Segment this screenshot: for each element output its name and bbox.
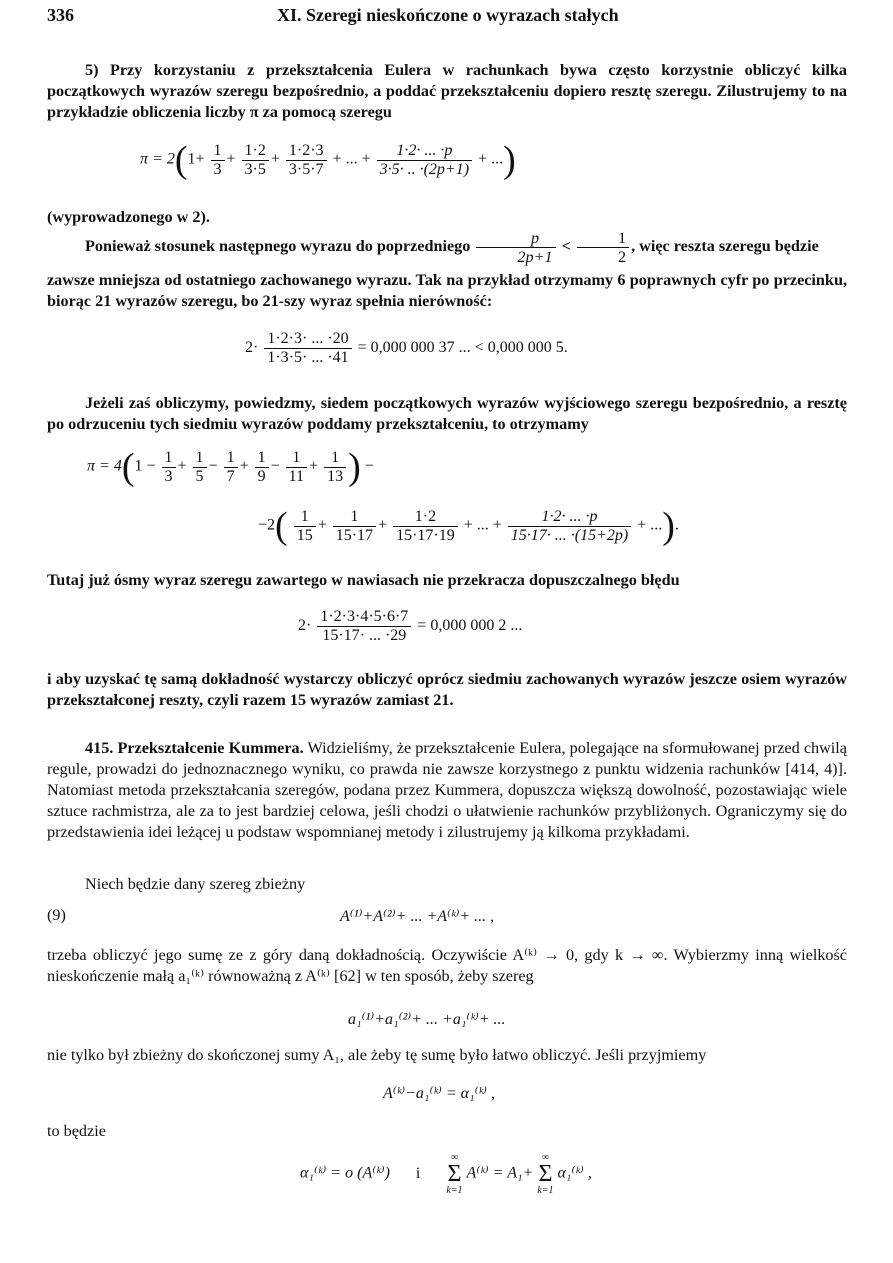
fraction: $\frac{1\cdot 2\cdot 3}{3\cdot 5\cdot 7}$ [286,142,327,179]
paragraph-then: to będzie [47,1122,106,1140]
sum-symbol: ∞ Σ k=1 [537,1152,554,1196]
fraction: $\frac{1\cdot 2}{3\cdot 5}$ [242,142,269,179]
paragraph-euler-intro: 5) Przy korzystaniu z przekształcenia Eulera w rachunkach bywa często korzystnie obliczyć kilka początkowych wyrazów szeregu bezpośrednio, a poddać przekształceniu dopiero resztę szeregu. Zilustrujemy to na przykładzie obliczenia liczby π za pomocą szeregu [47,61,847,121]
equation-transformed-rest: −2( $\frac{1}{15}$ + $\frac{1}{15\cdot 17}$ + $\frac{1\cdot 2}{15\cdot 17\cdot 19}$ + ... + $\frac{1\cdot 2\cdot ... \cdot p}{15\cdot 17\cdot ... \cdot(15+2p)}$ + ...). [258,505,679,547]
equation-21st-term: 2· $\frac{1\cdot 2\cdot 3\cdot ... \cdot 20}{1\cdot 3\cdot 5\cdot ... \cdot 41}$ = 0,000 000 37 ... < 0,000 000 5. [245,330,568,366]
section-heading: 415. Przekształcenie Kummera. [85,739,304,757]
equation-final: α₁⁽ᵏ⁾ = o (A⁽ᵏ⁾) i ∞ Σ k=1 A⁽ᵏ⁾ = A₁+ ∞ Σ k=1 α₁⁽ᵏ⁾ , [300,1152,592,1196]
eq-lhs: π = 2 [140,150,175,168]
equation-eighth-term: 2· $\frac{1\cdot 2\cdot 3\cdot 4\cdot 5\cdot 6\cdot 7}{15\cdot 17\cdot ... \cdot 29}$ = 0,000 000 2 ... [298,608,523,644]
paragraph-ratio: Ponieważ stosunek następnego wyrazu do poprzedniego $\frac{p}{2p+1}$ < $\frac{1}{2}$ , więc reszta szeregu będzie [85,229,819,266]
page-number: 336 [47,5,74,25]
eq-term: 1+ [187,150,205,168]
sum-symbol: ∞ Σ k=1 [446,1152,463,1196]
eq-ellipsis: + ... + [332,150,371,168]
eq-tail: + ... [478,150,504,168]
section-kummer: 415. Przekształcenie Kummera. Widzieliśmy, że przekształcenie Eulera, polegające na sformułowanej przed chwilą regule, prowadzi do jednoznacznego wyniku, co prawda nie zawsze korzystnego z punktu widzenia rachunków [414, 4)]. Natomiast metoda przekształcania szeregów, podana przez Kummera, dopuszcza większą dowolność, pozostawiając wiele sztuce rachmistrza, ale za to jest bardziej celowa, jeśli chodzi o ułatwienie rachunków przybliżonych. Ograniczymy się do przedstawienia idei leżącej u podstaw wspomnianej metody i zilustrujemy ją kilkoma przykładami. [47,739,847,841]
paragraph-accuracy: i aby uzyskać tę samą dokładność wystarczy obliczyć oprócz siedmiu zachowanych wyrazów jeszcze osiem wyrazów przekształconej reszty, czyli razem 15 wyrazów zamiast 21. [47,670,847,709]
fraction: $\frac{1}{3}$ [211,142,225,179]
paragraph-eighth-term: Tutaj już ósmy wyraz szeregu zawartego w nawiasach nie przekracza dopuszczalnego błędu [47,571,680,589]
paragraph-seven-terms: Jeżeli zaś obliczymy, powiedzmy, siedem początkowych wyrazów wyjściowego szeregu bezpośrednio, a resztę po odrzuceniu tych siedmiu wyrazów poddamy przekształceniu, to otrzymamy [47,394,847,433]
running-title: XI. Szeregi nieskończone o wyrazach stałych [277,5,619,25]
equation-label-9: (9) [47,906,66,924]
fraction-half: $\frac{1}{2}$ [577,229,629,266]
fraction-ratio: $\frac{p}{2p+1}$ [476,229,555,266]
equation-pi-series: π = 2(1+ $\frac{1}{3}$ + $\frac{1\cdot 2}{3\cdot 5}$ + $\frac{1\cdot 2\cdot 3}{3\cdot 5\cdot 7}$ + ... + $\frac{1\cdot 2\cdot ... \cdot p}{3\cdot 5\cdot .. \cdot(2p+1)}$ + ...) [140,139,516,181]
paragraph-convergent: nie tylko był zbieżny do skończonej sumy A₁, ale żeby tę sumę było łatwo obliczyć. Jeśli przyjmiemy [47,1046,707,1064]
equation-a-series: a₁⁽¹⁾+a₁⁽²⁾+ ... +a₁⁽ᵏ⁾+ ... [348,1011,506,1028]
equation-series-9: A⁽¹⁾+A⁽²⁾+ ... +A⁽ᵏ⁾+ ... , [340,908,495,925]
right-paren: ) [503,139,516,181]
paragraph-remainder: zawsze mniejsza od ostatniego zachowanego wyrazu. Tak na przykład otrzymamy 6 poprawnych cyfr po przecinku, biorąc 21 wyrazów szeregu, bo 21-szy wyraz spełnia nierówność: [47,271,847,310]
equation-pi-four: π = 4(1 − $\frac{1}{3}$ + $\frac{1}{5}$ − $\frac{1}{7}$ + $\frac{1}{9}$ − $\frac{1}{11}$ + $\frac{1}{13}$ ) − [87,446,374,488]
left-paren: ( [174,139,188,181]
paragraph-choose-series: trzeba obliczyć jego sumę ze z góry daną dokładnością. Oczywiście A⁽ᵏ⁾ → 0, gdy k → ∞. Wybierzmy inną wielkość nieskończenie małą a₁⁽ᵏ⁾ równoważną z A⁽ᵏ⁾ [62] w ten sposób, żeby szereg [47,946,847,985]
fraction: $\frac{1\cdot 2\cdot ... \cdot p}{3\cdot 5\cdot .. \cdot(2p+1)}$ [377,142,472,179]
equation-definition: A⁽ᵏ⁾−a₁⁽ᵏ⁾ = α₁⁽ᵏ⁾ , [383,1085,495,1102]
fraction: $\frac{1\cdot 2\cdot 3\cdot ... \cdot 20}{1\cdot 3\cdot 5\cdot ... \cdot 41}$ [264,330,351,367]
paragraph-given-series: Niech będzie dany szereg zbieżny [85,875,306,893]
paragraph-derived: (wyprowadzonego w 2). [47,208,210,226]
running-header [47,5,847,31]
